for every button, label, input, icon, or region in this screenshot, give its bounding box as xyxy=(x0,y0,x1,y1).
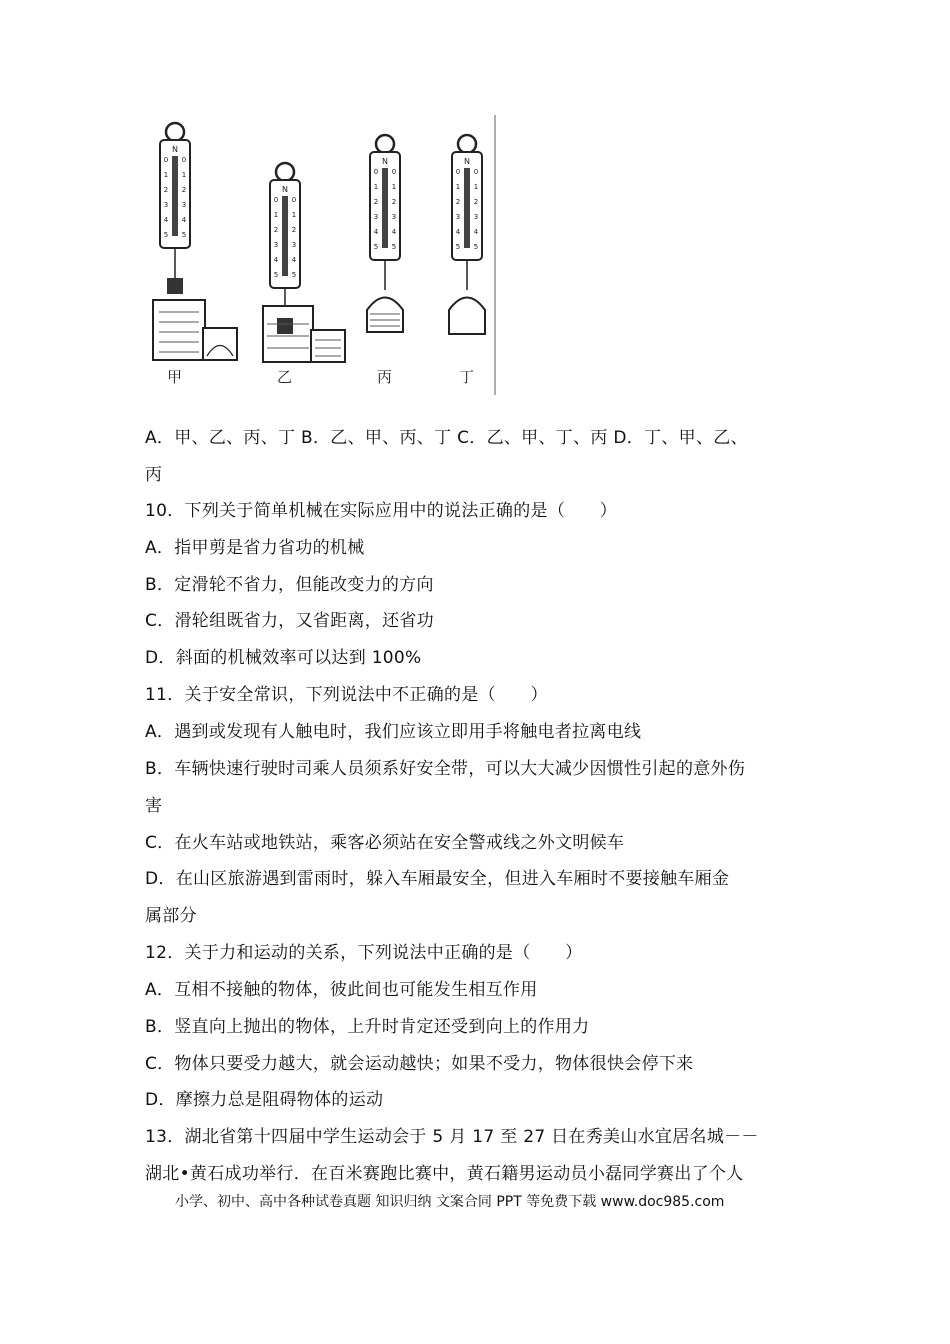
scale-tick-yi-left: 5 xyxy=(273,271,279,279)
question-10-option-c: C．滑轮组既省力，又省距离，还省功 xyxy=(145,611,434,631)
scale-tick-ding-left: 4 xyxy=(455,228,461,236)
scale-tick-jia-right: 1 xyxy=(181,171,187,179)
scale-tick-bing-left: 4 xyxy=(373,228,379,236)
scale-tick-jia-right: 4 xyxy=(181,216,187,224)
scale-tick-ding-left: 1 xyxy=(455,183,461,191)
scale-tick-bing-right: 2 xyxy=(391,198,397,206)
scale-tick-bing-right: 3 xyxy=(391,213,397,221)
question-12-option-a: A．互相不接触的物体，彼此间也可能发生相互作用 xyxy=(145,980,538,1000)
unit-label-yi: N xyxy=(282,185,288,194)
spring-scale-figure xyxy=(145,110,505,400)
unit-label-bing: N xyxy=(382,157,388,166)
question-13-stem-line2: 湖北•黄石成功举行．在百米赛跑比赛中，黄石籍男运动员小磊同学赛出了个人 xyxy=(145,1164,744,1184)
figure-label-jia: 甲 xyxy=(167,368,183,386)
scale-tick-bing-left: 3 xyxy=(373,213,379,221)
question-11-option-c: C．在火车站或地铁站，乘客必须站在安全警戒线之外文明候车 xyxy=(145,833,625,853)
scale-tick-bing-right: 0 xyxy=(391,168,397,176)
scale-tick-ding-right: 5 xyxy=(473,243,479,251)
scale-tick-jia-right: 3 xyxy=(181,201,187,209)
question-11-stem: 11．关于安全常识，下列说法中不正确的是（ ） xyxy=(145,685,548,705)
scale-tick-bing-left: 2 xyxy=(373,198,379,206)
question-11-option-d-line1: D．在山区旅游遇到雷雨时，躲入车厢最安全，但进入车厢时不要接触车厢金 xyxy=(145,869,730,889)
page-footer: 小学、初中、高中各种试卷真题 知识归纳 文案合同 PPT 等免费下载 www.doc985.com xyxy=(175,1194,725,1210)
question-10-option-b: B．定滑轮不省力，但能改变力的方向 xyxy=(145,575,434,595)
scale-tick-yi-left: 2 xyxy=(273,226,279,234)
figure-label-ding: 丁 xyxy=(459,368,475,386)
question-13-stem-line1: 13．湖北省第十四届中学生运动会于 5 月 17 至 27 日在秀美山水宜居名城－－ xyxy=(145,1127,759,1147)
scale-tick-bing-left: 5 xyxy=(373,243,379,251)
scale-tick-ding-right: 2 xyxy=(473,198,479,206)
scale-tick-ding-right: 4 xyxy=(473,228,479,236)
scale-tick-ding-left: 5 xyxy=(455,243,461,251)
scale-tick-jia-left: 0 xyxy=(163,156,169,164)
question-12-option-c: C．物体只要受力越大，就会运动越快；如果不受力，物体很快会停下来 xyxy=(145,1054,694,1074)
figure-label-yi: 乙 xyxy=(277,368,293,386)
question-10-stem: 10．下列关于简单机械在实际应用中的说法正确的是（ ） xyxy=(145,501,618,521)
question-12-option-d: D．摩擦力总是阻碍物体的运动 xyxy=(145,1090,384,1110)
scale-tick-jia-left: 2 xyxy=(163,186,169,194)
scale-tick-jia-left: 3 xyxy=(163,201,169,209)
unit-label-jia: N xyxy=(172,145,178,154)
scale-tick-bing-left: 0 xyxy=(373,168,379,176)
scale-tick-yi-right: 2 xyxy=(291,226,297,234)
scale-tick-ding-left: 0 xyxy=(455,168,461,176)
scale-tick-yi-right: 1 xyxy=(291,211,297,219)
question-9-options-line1: A．甲、乙、丙、丁 B．乙、甲、丙、丁 C．乙、甲、丁、丙 D．丁、甲、乙、 xyxy=(145,428,748,448)
scale-tick-yi-left: 1 xyxy=(273,211,279,219)
scale-tick-yi-left: 3 xyxy=(273,241,279,249)
scale-tick-bing-right: 1 xyxy=(391,183,397,191)
unit-label-ding: N xyxy=(464,157,470,166)
scale-tick-ding-left: 2 xyxy=(455,198,461,206)
scale-tick-bing-right: 4 xyxy=(391,228,397,236)
scale-tick-yi-left: 4 xyxy=(273,256,279,264)
question-11-option-a: A．遇到或发现有人触电时，我们应该立即用手将触电者拉离电线 xyxy=(145,722,642,742)
scale-tick-yi-right: 5 xyxy=(291,271,297,279)
scale-tick-ding-right: 0 xyxy=(473,168,479,176)
scale-tick-yi-right: 4 xyxy=(291,256,297,264)
question-11-option-b-line1: B．车辆快速行驶时司乘人员须系好安全带，可以大大减少因惯性引起的意外伤 xyxy=(145,759,746,779)
scale-tick-jia-right: 2 xyxy=(181,186,187,194)
question-9-options-line2: 丙 xyxy=(145,465,163,485)
scale-tick-ding-right: 3 xyxy=(473,213,479,221)
scale-tick-ding-left: 3 xyxy=(455,213,461,221)
scale-tick-yi-left: 0 xyxy=(273,196,279,204)
scale-tick-yi-right: 3 xyxy=(291,241,297,249)
question-12-stem: 12．关于力和运动的关系，下列说法中正确的是（ ） xyxy=(145,943,583,963)
question-12-option-b: B．竖直向上抛出的物体，上升时肯定还受到向上的作用力 xyxy=(145,1017,590,1037)
scale-tick-yi-right: 0 xyxy=(291,196,297,204)
figure-label-bing: 丙 xyxy=(377,368,393,386)
scale-tick-jia-left: 1 xyxy=(163,171,169,179)
scale-tick-jia-right: 0 xyxy=(181,156,187,164)
question-11-option-b-line2: 害 xyxy=(145,796,163,816)
question-10-option-d: D．斜面的机械效率可以达到 100% xyxy=(145,648,422,668)
question-10-option-a: A．指甲剪是省力省功的机械 xyxy=(145,538,365,558)
scale-tick-jia-left: 5 xyxy=(163,231,169,239)
scale-tick-bing-right: 5 xyxy=(391,243,397,251)
scale-tick-jia-right: 5 xyxy=(181,231,187,239)
scale-tick-ding-right: 1 xyxy=(473,183,479,191)
scale-tick-bing-left: 1 xyxy=(373,183,379,191)
question-11-option-d-line2: 属部分 xyxy=(145,906,197,926)
scale-tick-jia-left: 4 xyxy=(163,216,169,224)
